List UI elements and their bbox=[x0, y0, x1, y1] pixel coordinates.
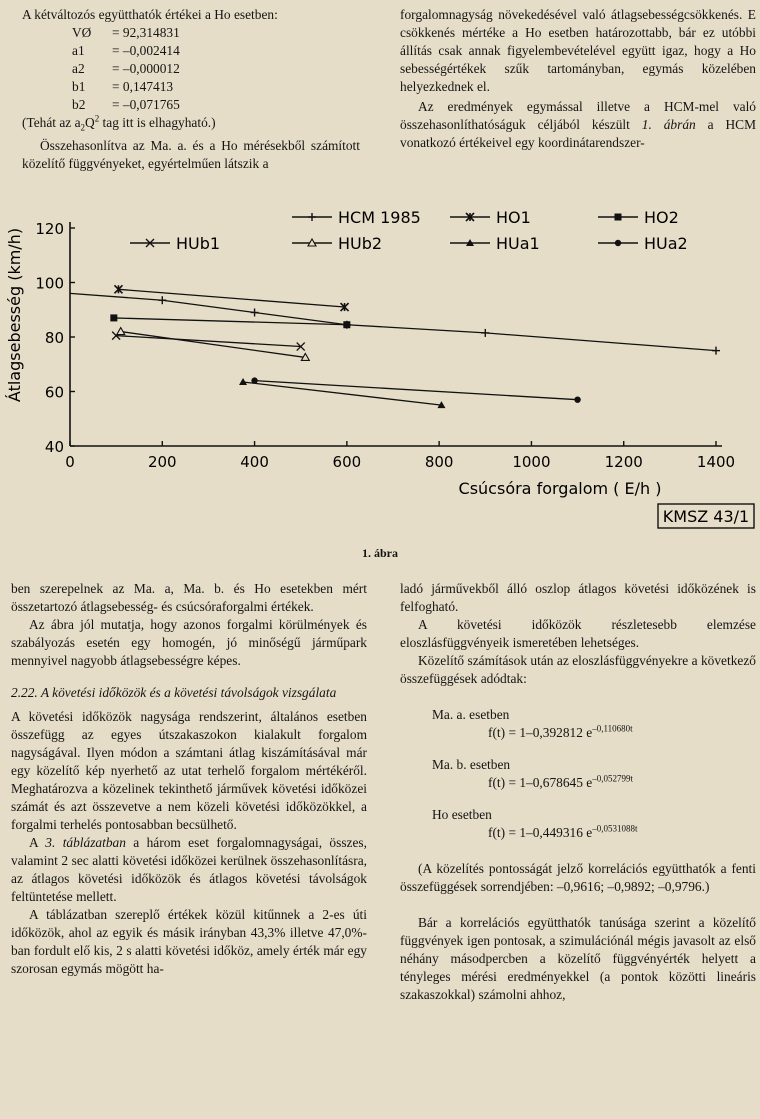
marker-dot bbox=[251, 377, 257, 383]
series-line bbox=[114, 318, 347, 325]
legend-label: HUb1 bbox=[176, 234, 221, 253]
paragraph: Összehasonlítva az Ma. a. és a Ho mérésekből számított közelítő függvényeket, egyértelműen látszik a bbox=[22, 137, 360, 171]
x-tick-label: 0 bbox=[65, 453, 75, 471]
marker-dot bbox=[574, 396, 580, 402]
coefficient-list bbox=[72, 24, 360, 114]
x-tick-label: 1400 bbox=[696, 453, 736, 471]
coefficient-row: b2 = –0,071765 bbox=[72, 97, 180, 112]
x-tick-label: 1000 bbox=[512, 453, 551, 471]
paragraph: Bár a korrelációs együtthatók tanúsága szerint a közelítő függvények igen pontosak, a szimulációnál mégis javasolt az első néhány másodpercben a közelítő függvényérték helyett a tényleges mérési eredményekkel (a pontok közötti lineáris szakaszokkal) számolni ahhoz, bbox=[400, 915, 756, 1002]
equation: f(t) = 1–0,678645 $e^{-0,052799t}$ bbox=[488, 773, 634, 790]
series-line bbox=[118, 289, 344, 307]
equation-case: Ma. b. esetben bbox=[432, 757, 511, 772]
right-column-top bbox=[400, 6, 756, 152]
series-line bbox=[255, 381, 578, 400]
equation: f(t) = 1–0,392812 $e^{-0,110680t}$ bbox=[488, 723, 633, 740]
legend-label: HUa2 bbox=[644, 234, 688, 253]
paragraph: Az ábra jól mutatja, hogy azonos forgalmi körülmények és szabályozás esetén egy homogén, jó minőségű járműpark mennyivel nagyobb átlagsebességre képes. bbox=[11, 617, 367, 668]
equation-case: Ma. a. esetben bbox=[432, 707, 510, 722]
marker-triangle bbox=[239, 378, 247, 385]
marker-plus bbox=[158, 296, 166, 304]
marker-plus bbox=[308, 213, 316, 221]
speed-flow-chart bbox=[0, 200, 760, 535]
marker-square bbox=[343, 321, 350, 328]
marker-plus bbox=[481, 329, 489, 337]
x-axis-label: Csúcsóra forgalom ( E/h ) bbox=[458, 479, 662, 498]
coefficients-intro: A kétváltozós együtthatók értékei a Ho esetben: bbox=[22, 7, 278, 22]
section-heading: 2.22. A követési időközök és a követési távolságok vizsgálata bbox=[11, 685, 337, 700]
coefficient-note: (Tehát az $a_2Q^2$ tag itt is elhagyható.) bbox=[22, 113, 216, 133]
figure-caption: 1. ábra bbox=[362, 546, 398, 560]
paragraph: A követési időközök nagysága rendszerint, általános esetben összefügg az egyes útszakaszokon kialakult forgalom nagyságával. Ilyen módon a számtani átlag kiszámításával már egy közelítő kép nyerhető az utat terhelő forgalom mértékéről. Meghatározva a közelinek tekinthető járművek követési időközei számát és azt összevetve a nem közeli követési időközökkel, a forgalmi terhelés pontosabban becsülhető. bbox=[11, 709, 367, 832]
x-tick-label: 800 bbox=[424, 453, 454, 471]
legend-label: HCM 1985 bbox=[338, 208, 421, 227]
paragraph: ladó járművekből álló oszlop átlagos követési időközének is felfogható. bbox=[400, 581, 756, 614]
table-reference: 3. táblázatban bbox=[45, 835, 126, 850]
coefficient-row: a1 = –0,002414 bbox=[72, 43, 180, 58]
series-line bbox=[121, 332, 306, 358]
right-column-bottom bbox=[400, 580, 756, 1004]
equation-block bbox=[432, 706, 756, 742]
y-axis-label: Átlagsebesség (km/h) bbox=[5, 227, 24, 403]
series-line bbox=[70, 293, 716, 350]
marker-plus bbox=[712, 347, 720, 355]
legend-label: HO1 bbox=[496, 208, 531, 227]
paragraph: A 3. táblázatban a három eset forgalomnagyságai, összes, valamint 2 sec alatti követési időközei kerülnek összehasonlításra, az átlagos követési időközök és átlagos követési távolságok feltüntetése mellett. bbox=[11, 835, 367, 904]
paragraph: A táblázatban szereplő értékek közül kitűnnek a 2-es úti időközök, ahol az egyik és másik irányban 43,3% illetve 47,0%-ban fordult elő kis, 2 s alatti követési időköz, amely érték már egy szorosan egymás mögött ha- bbox=[11, 907, 367, 976]
marker-square bbox=[615, 214, 622, 221]
equation-block bbox=[432, 806, 756, 842]
x-tick-label: 200 bbox=[147, 453, 177, 471]
legend-label: HUb2 bbox=[338, 234, 383, 253]
coefficient-row: b1 = 0,147413 bbox=[72, 79, 174, 94]
left-column-bottom bbox=[11, 580, 367, 978]
equation-case: Ho esetben bbox=[432, 807, 492, 822]
paragraph: (A közelítés pontosságát jelző korrelációs együtthatók a fenti összefüggések sorrendjében: –0,9616; –0,9892; –0,9796.) bbox=[400, 861, 756, 894]
figure-reference: 1. ábrán bbox=[641, 117, 696, 132]
paragraph: A követési időközök részletesebb elemzése eloszlásfüggvényeik ismeretében lehetséges. bbox=[400, 617, 756, 650]
paragraph: forgalomnagyság növekedésével való átlagsebességcsökkenés. E csökkenés mértéke a Ho esetben határozottabb, bár ez utóbbi állítás csak annak figyelembevételével együtt igaz, hogy a Ho sebességértékek szűk tartományban, egymás közelében helyezkednek el. bbox=[400, 7, 756, 94]
paragraph: ben szerepelnek az Ma. a, Ma. b. és Ho esetekben mért összetartozó átlagsebesség- és csúcsóraforgalmi értékek. bbox=[11, 581, 367, 614]
y-tick-label: 60 bbox=[44, 383, 64, 402]
y-tick-label: 120 bbox=[35, 220, 64, 238]
x-tick-label: 600 bbox=[332, 453, 362, 471]
stamp-label: KMSZ 43/1 bbox=[662, 507, 750, 526]
chart-legend bbox=[130, 208, 688, 253]
legend-label: HO2 bbox=[644, 208, 679, 227]
marker-dot bbox=[615, 240, 621, 246]
plot-area bbox=[70, 285, 720, 408]
paragraph: Közelítő számítások után az eloszlásfüggvényekre a következő összefüggések adódtak: bbox=[400, 653, 756, 686]
x-tick-label: 1200 bbox=[604, 453, 643, 471]
left-column-top bbox=[22, 6, 360, 173]
x-tick-label: 400 bbox=[240, 453, 269, 471]
legend-label: HUa1 bbox=[496, 234, 540, 253]
marker-plus bbox=[251, 308, 259, 316]
paragraph: Az eredmények egymással illetve a HCM-mel való összehasonlíthatóságuk céljából készült 1. ábrán a HCM vonatkozó értékeivel egy koordinátarendszer- bbox=[400, 99, 756, 150]
marker-square bbox=[110, 314, 117, 321]
equation: f(t) = 1–0,449316 $e^{-0,0531088t}$ bbox=[488, 823, 638, 840]
series-line bbox=[116, 336, 301, 347]
marker-triangle-open bbox=[117, 328, 125, 335]
coefficient-row: VØ = 92,314831 bbox=[72, 25, 180, 40]
y-tick-label: 100 bbox=[35, 274, 64, 293]
equation-block bbox=[432, 756, 756, 792]
coefficient-row: a2 = –0,000012 bbox=[72, 61, 180, 76]
y-tick-label: 40 bbox=[44, 438, 64, 456]
y-tick-label: 80 bbox=[44, 329, 64, 347]
chart-axes bbox=[35, 220, 735, 471]
